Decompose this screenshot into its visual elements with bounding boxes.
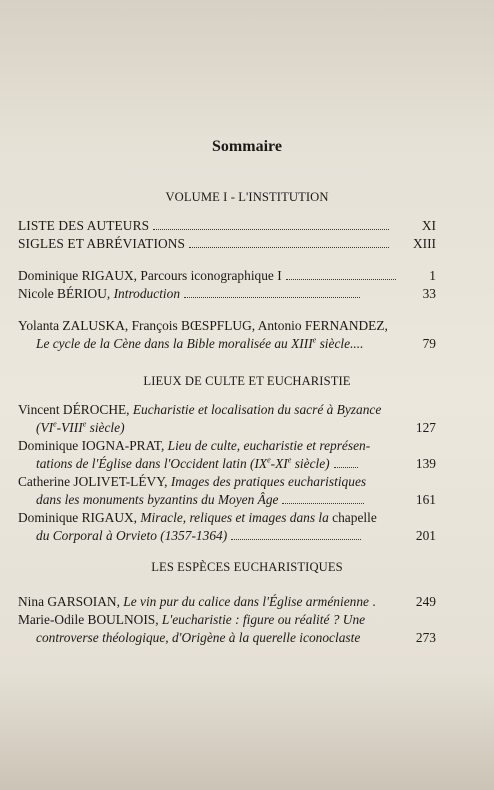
entry-text: Dominique RIGAUX, Parcours iconographique I	[18, 268, 396, 284]
entry-text-cont: controverse théologique, d'Origène à la querelle iconoclaste	[36, 630, 361, 645]
toc-entry-deroche	[18, 402, 436, 438]
page-number: 201	[415, 528, 436, 543]
page-number: 249	[415, 594, 436, 609]
toc-entry-rigaux-miracle	[18, 510, 436, 546]
entry-text-cont: du Corporal à Orvieto (1357-1364)	[36, 528, 361, 544]
page-number: 33	[422, 286, 436, 301]
entry-text-cont: (VIe-VIIIe siècle)	[36, 420, 125, 436]
toc-entry-beriou-introduction	[18, 286, 436, 304]
entry-text: Nina GARSOIAN, Le vin pur du calice dans l'Église arménienne .	[18, 594, 376, 609]
volume-heading: VOLUME I - L'INSTITUTION	[165, 190, 329, 204]
page-number: 1	[429, 268, 436, 283]
page-number: 139	[415, 456, 436, 471]
entry-text: SIGLES ET ABRÉVIATIONS	[18, 236, 389, 252]
entry-text: Nicole BÉRIOU, Introduction	[18, 286, 360, 302]
page-number: 79	[422, 336, 436, 351]
entry-text: Vincent DÉROCHE, Eucharistie et localisation du sacré à Byzance	[18, 402, 382, 417]
toc-entry-garsoian	[18, 594, 436, 612]
page-number: XIII	[412, 236, 436, 251]
entry-text: Dominique RIGAUX, Miracle, reliques et images dans la chapelle	[18, 510, 377, 525]
page-number: 127	[415, 420, 436, 435]
entry-authors: Yolanta ZALUSKA, François BŒSPFLUG, Antonio FERNANDEZ,	[18, 318, 388, 333]
entry-title: Le cycle de la Cène dans la Bible moralisée au XIIIe siècle....	[36, 336, 364, 352]
entry-text: Marie-Odile BOULNOIS, L'eucharistie : figure ou réalité ? Une	[18, 612, 366, 627]
toc-entry-iogna-prat	[18, 438, 436, 474]
page-title: Sommaire	[212, 138, 282, 155]
toc-entry-abbreviations	[18, 236, 436, 254]
section-heading-especes: LES ESPÈCES EUCHARISTIQUES	[151, 560, 343, 574]
toc-entry-authors	[18, 218, 436, 236]
toc-entry-zaluska	[18, 318, 436, 356]
entry-text-cont: tations de l'Église dans l'Occident latin (IXe-XIe siècle)	[36, 456, 358, 472]
toc-entry-rigaux-parcours	[18, 268, 436, 286]
entry-text: Catherine JOLIVET-LÉVY, Images des pratiques eucharistiques	[18, 474, 367, 489]
page-number: 161	[415, 492, 436, 507]
entry-text-cont: dans les monuments byzantins du Moyen Âge	[36, 492, 364, 508]
toc-entry-jolivet-levy	[18, 474, 436, 510]
entry-text: Dominique IOGNA-PRAT, Lieu de culte, eucharistie et représen-	[18, 438, 371, 453]
toc-entry-boulnois	[18, 612, 436, 648]
section-heading-culte: LIEUX DE CULTE ET EUCHARISTIE	[143, 374, 351, 388]
page-number: 273	[415, 630, 436, 645]
page-number: XI	[421, 218, 436, 233]
entry-text: LISTE DES AUTEURS	[18, 218, 389, 234]
